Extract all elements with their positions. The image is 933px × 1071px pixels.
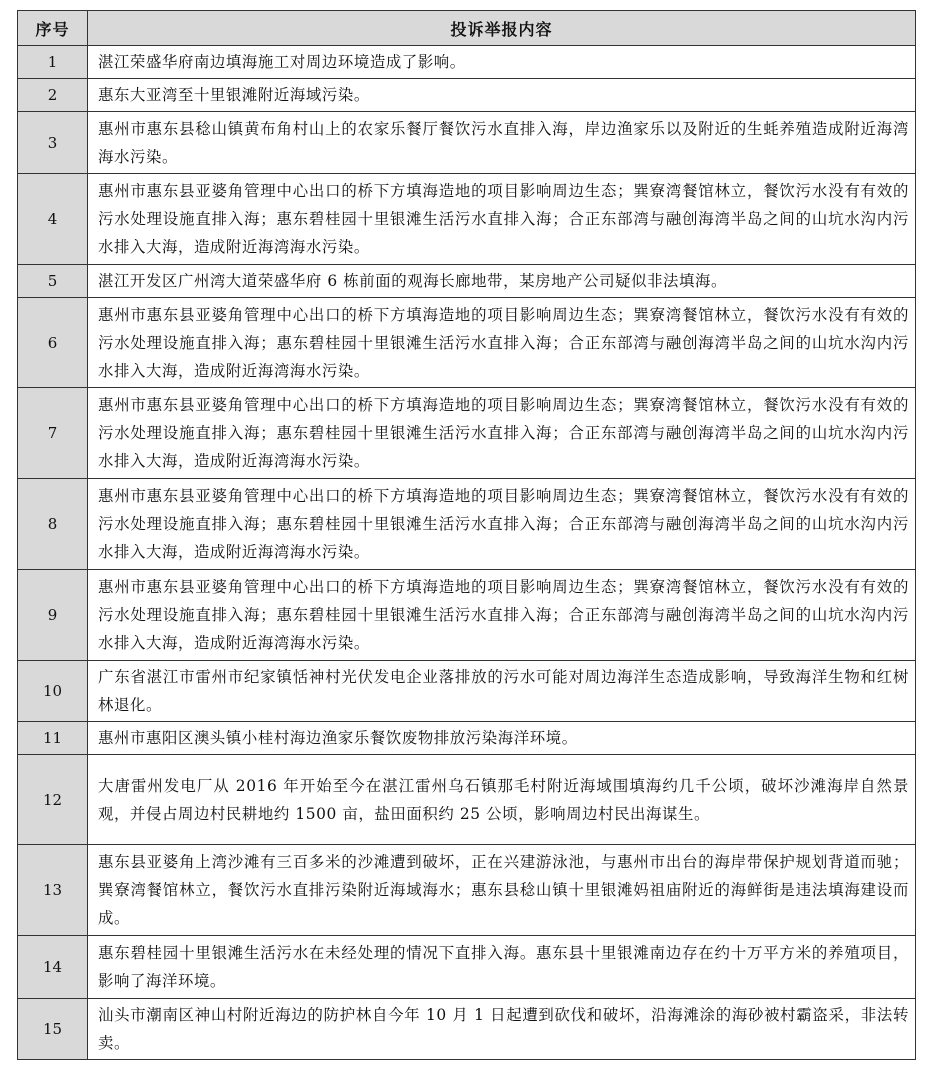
row-content: 惠州市惠东县亚婆角管理中心出口的桥下方填海造地的项目影响周边生态；巽寮湾餐馆林立，餐饮污水没有有效的污水处理设施直排入海；惠东碧桂园十里银滩生活污水直排入海；合正东部湾与融创海湾半岛之间的山坑水沟内污水排入大海，造成附近海湾海水污染。 — [88, 570, 916, 661]
table-row — [18, 265, 916, 298]
table-row — [18, 661, 916, 722]
row-content: 惠州市惠阳区澳头镇小桂村海边渔家乐餐饮废物排放污染海洋环境。 — [88, 722, 916, 755]
row-index: 6 — [18, 298, 88, 388]
table-row — [18, 936, 916, 999]
row-content: 惠州市惠东县亚婆角管理中心出口的桥下方填海造地的项目影响周边生态；巽寮湾餐馆林立，餐饮污水没有有效的污水处理设施直排入海；惠东碧桂园十里银滩生活污水直排入海；合正东部湾与融创海湾半岛之间的山坑水沟内污水排入大海，造成附近海湾海水污染。 — [88, 298, 916, 388]
row-index: 5 — [18, 265, 88, 298]
table-row — [18, 845, 916, 936]
table-row — [18, 112, 916, 174]
table-row — [18, 298, 916, 388]
table-row — [18, 79, 916, 112]
row-content: 惠州市惠东县亚婆角管理中心出口的桥下方填海造地的项目影响周边生态；巽寮湾餐馆林立，餐饮污水没有有效的污水处理设施直排入海；惠东碧桂园十里银滩生活污水直排入海；合正东部湾与融创海湾半岛之间的山坑水沟内污水排入大海，造成附近海湾海水污染。 — [88, 388, 916, 479]
row-content: 湛江开发区广州湾大道荣盛华府 6 栋前面的观海长廊地带，某房地产公司疑似非法填海。 — [88, 265, 916, 298]
row-index: 3 — [18, 112, 88, 174]
row-content: 湛江荣盛华府南边填海施工对周边环境造成了影响。 — [88, 46, 916, 79]
table-row — [18, 388, 916, 479]
row-content: 惠州市惠东县稔山镇黄布角村山上的农家乐餐厅餐饮污水直排入海，岸边渔家乐以及附近的生蚝养殖造成附近海湾海水污染。 — [88, 112, 916, 174]
table-row — [18, 999, 916, 1060]
row-index: 10 — [18, 661, 88, 722]
header-content: 投诉举报内容 — [88, 11, 916, 46]
table-row — [18, 722, 916, 755]
row-content: 广东省湛江市雷州市纪家镇恬神村光伏发电企业落排放的污水可能对周边海洋生态造成影响，导致海洋生物和红树林退化。 — [88, 661, 916, 722]
row-content: 惠州市惠东县亚婆角管理中心出口的桥下方填海造地的项目影响周边生态；巽寮湾餐馆林立，餐饮污水没有有效的污水处理设施直排入海；惠东碧桂园十里银滩生活污水直排入海；合正东部湾与融创海湾半岛之间的山坑水沟内污水排入大海，造成附近海湾海水污染。 — [88, 174, 916, 265]
row-content: 汕头市潮南区神山村附近海边的防护林自今年 10 月 1 日起遭到砍伐和破坏，沿海滩涂的海砂被村霸盗采，非法转卖。 — [88, 999, 916, 1060]
table-row — [18, 174, 916, 265]
complaint-table-container — [17, 10, 915, 1060]
row-content: 惠东碧桂园十里银滩生活污水在未经处理的情况下直排入海。惠东县十里银滩南边存在约十万平方米的养殖项目，影响了海洋环境。 — [88, 936, 916, 999]
row-index: 7 — [18, 388, 88, 479]
complaint-table — [17, 10, 916, 1060]
header-index: 序号 — [18, 11, 88, 46]
row-index: 12 — [18, 755, 88, 845]
row-index: 15 — [18, 999, 88, 1060]
row-index: 4 — [18, 174, 88, 265]
row-content: 惠东县亚婆角上湾沙滩有三百多米的沙滩遭到破坏，正在兴建游泳池，与惠州市出台的海岸带保护规划背道而驰；巽寮湾餐馆林立，餐饮污水直排污染附近海域海水；惠东县稔山镇十里银滩妈祖庙附近的海鲜街是违法填海建设而成。 — [88, 845, 916, 936]
table-header-row — [18, 11, 916, 46]
row-index: 9 — [18, 570, 88, 661]
row-content: 惠东大亚湾至十里银滩附近海域污染。 — [88, 79, 916, 112]
row-content: 大唐雷州发电厂从 2016 年开始至今在湛江雷州乌石镇那毛村附近海域围填海约几千公顷，破坏沙滩海岸自然景观，并侵占周边村民耕地约 1500 亩，盐田面积约 25 公顷，影响周边村民出海谋生。 — [88, 755, 916, 845]
table-row — [18, 755, 916, 845]
table-row — [18, 46, 916, 79]
row-index: 11 — [18, 722, 88, 755]
row-content: 惠州市惠东县亚婆角管理中心出口的桥下方填海造地的项目影响周边生态；巽寮湾餐馆林立，餐饮污水没有有效的污水处理设施直排入海；惠东碧桂园十里银滩生活污水直排入海；合正东部湾与融创海湾半岛之间的山坑水沟内污水排入大海，造成附近海湾海水污染。 — [88, 479, 916, 570]
row-index: 2 — [18, 79, 88, 112]
row-index: 8 — [18, 479, 88, 570]
table-row — [18, 570, 916, 661]
row-index: 14 — [18, 936, 88, 999]
table-row — [18, 479, 916, 570]
row-index: 1 — [18, 46, 88, 79]
row-index: 13 — [18, 845, 88, 936]
